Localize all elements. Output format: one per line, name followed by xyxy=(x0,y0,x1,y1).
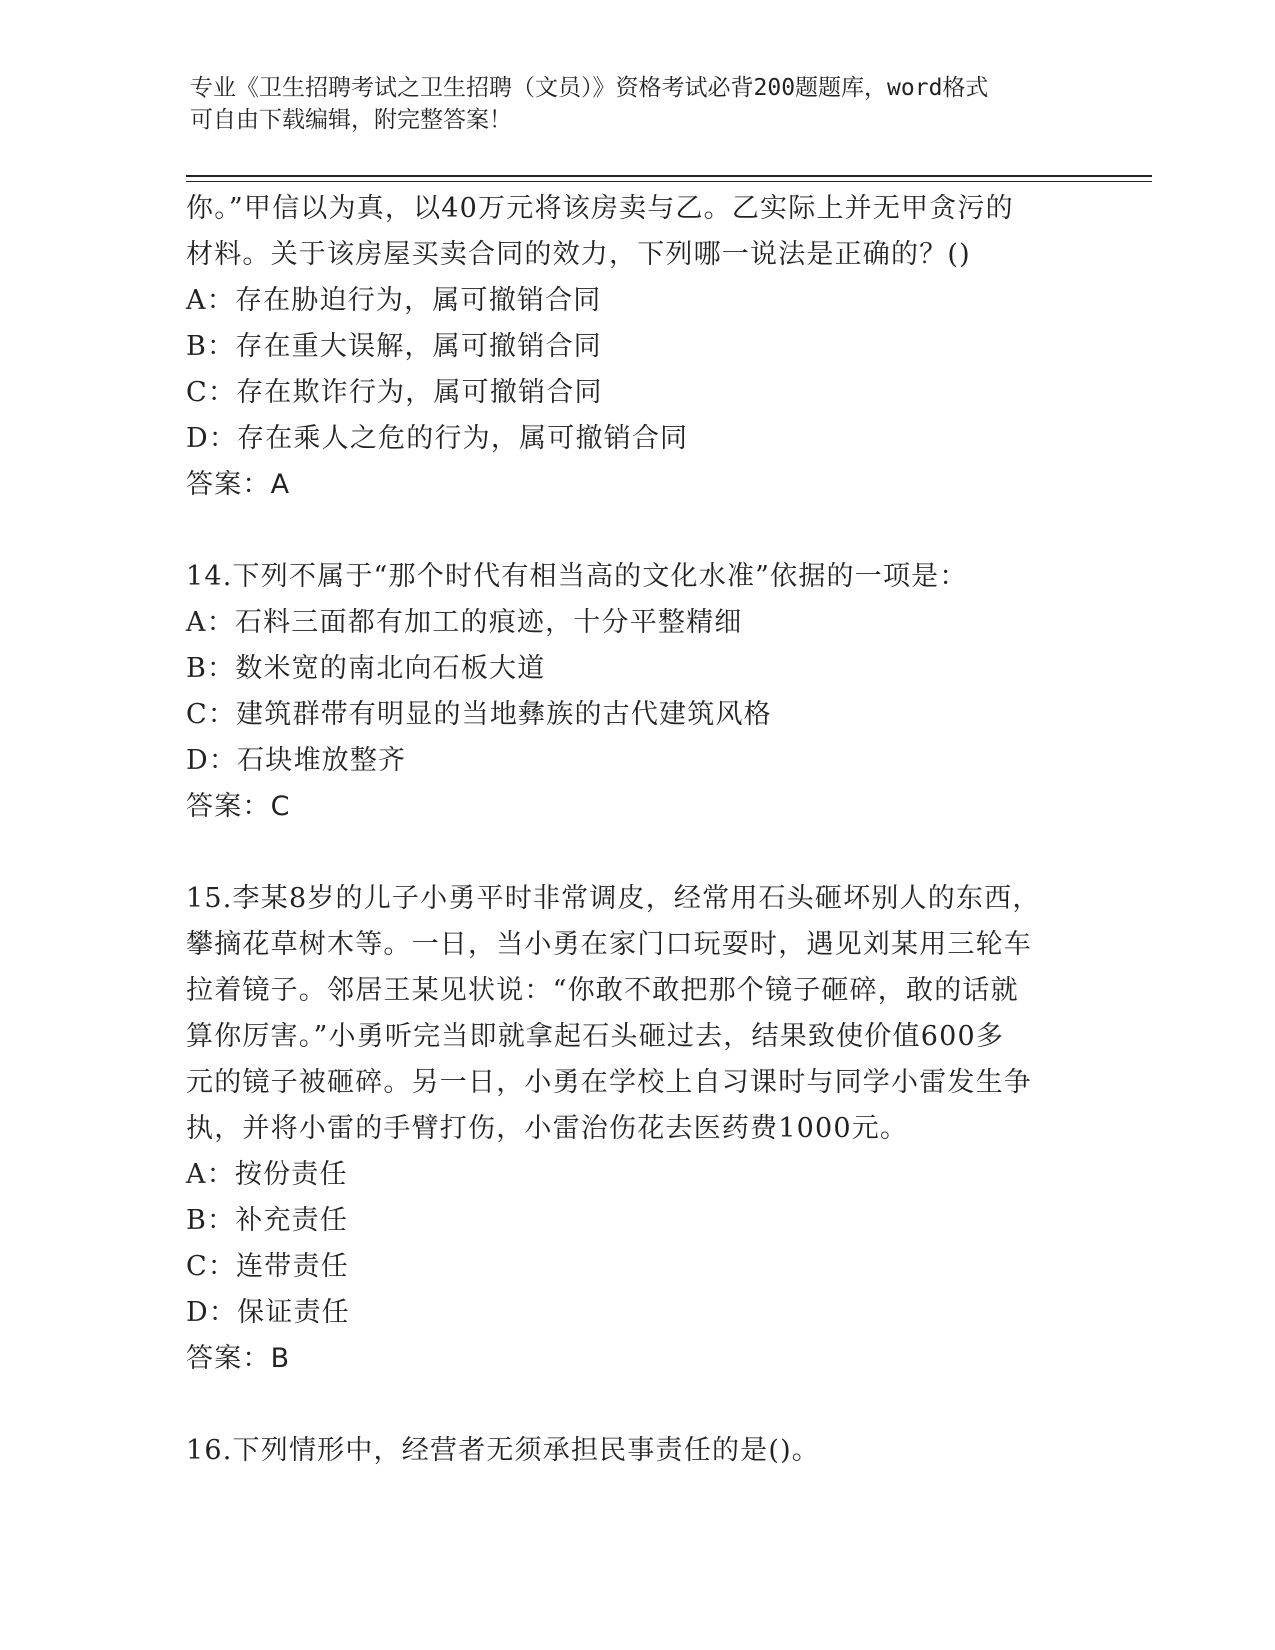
option-c: C：存在欺诈行为，属可撤销合同 xyxy=(186,377,603,408)
option-c: C：连带责任 xyxy=(186,1251,349,1282)
header-title-line-1: 专业《卫生招聘考试之卫生招聘（文员）》资格考试必背200题题库，word格式 xyxy=(190,75,989,101)
answer-line: 答案：C xyxy=(186,791,291,822)
question-16 xyxy=(186,1428,1086,1474)
question-text-line: 算你厉害。”小勇听完当即就拿起石头砸过去，结果致使价值600多 xyxy=(186,1021,1005,1052)
question-list xyxy=(186,186,1086,1474)
header-title-line-2: 可自由下载编辑，附完整答案！ xyxy=(190,107,512,133)
question-text-line: 攀摘花草树木等。一日，当小勇在家门口玩耍时，遇见刘某用三轮车 xyxy=(186,929,1032,960)
option-a: A：存在胁迫行为，属可撤销合同 xyxy=(186,285,602,316)
question-text-line: 你。”甲信以为真，以40万元将该房卖与乙。乙实际上并无甲贪污的 xyxy=(186,193,1014,224)
option-a: A：石料三面都有加工的痕迹，十分平整精细 xyxy=(186,607,743,638)
header-rule-thick xyxy=(186,175,1152,177)
question-text-line: 14.下列不属于“那个时代有相当高的文化水准”依据的一项是： xyxy=(186,561,968,592)
question-text-line: 材料。关于该房屋买卖合同的效力，下列哪一说法是正确的？() xyxy=(186,239,971,270)
question-text-line: 拉着镜子。邻居王某见状说：“你敢不敢把那个镜子砸碎，敢的话就 xyxy=(186,975,1019,1006)
question-text-line: 执，并将小雷的手臂打伤，小雷治伤花去医药费1000元。 xyxy=(186,1113,909,1144)
option-d: D：保证责任 xyxy=(186,1297,350,1328)
header-rule-thin xyxy=(186,181,1152,182)
option-a: A：按份责任 xyxy=(186,1159,348,1190)
option-b: B：数米宽的南北向石板大道 xyxy=(186,653,546,684)
option-b: B：补充责任 xyxy=(186,1205,349,1236)
document-header xyxy=(190,72,1070,136)
option-d: D：石块堆放整齐 xyxy=(186,745,407,776)
question-15 xyxy=(186,876,1086,1382)
option-c: C：建筑群带有明显的当地彝族的古代建筑风格 xyxy=(186,699,772,730)
question-13 xyxy=(186,186,1086,508)
answer-line: 答案：B xyxy=(186,1343,291,1374)
question-text-line: 16.下列情形中，经营者无须承担民事责任的是()。 xyxy=(186,1435,821,1466)
question-text-line: 元的镜子被砸碎。另一日，小勇在学校上自习课时与同学小雷发生争 xyxy=(186,1067,1032,1098)
answer-line: 答案：A xyxy=(186,469,291,500)
question-14 xyxy=(186,554,1086,830)
question-text-line: 15.李某8岁的儿子小勇平时非常调皮，经常用石头砸坏别人的东西， xyxy=(186,883,1041,914)
option-d: D：存在乘人之危的行为，属可撤销合同 xyxy=(186,423,689,454)
option-b: B：存在重大误解，属可撤销合同 xyxy=(186,331,602,362)
